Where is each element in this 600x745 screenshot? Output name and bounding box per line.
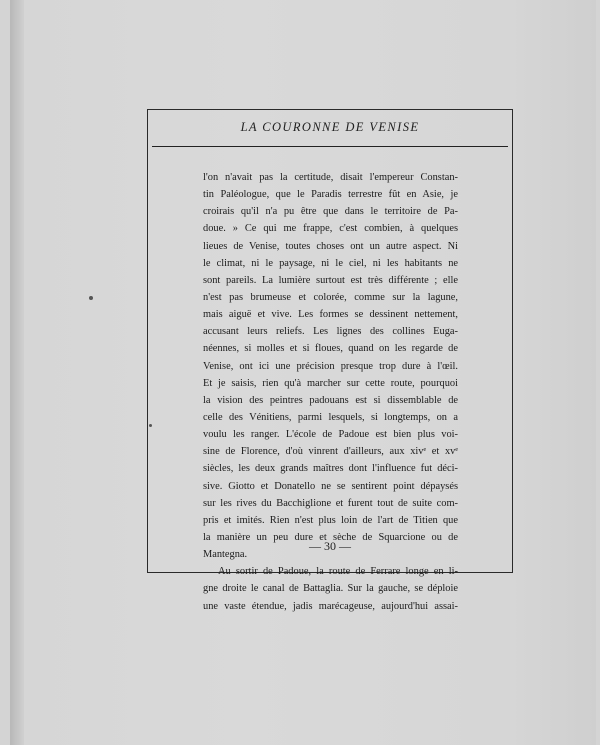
text-line: croirais qu'il n'a pu être que dans le territoire de Pa- (203, 206, 458, 218)
text-line: la vision des peintres padouans est si dissemblable de (203, 394, 458, 406)
text-line: mais aiguë et vive. Les formes se dessinent nettement, (203, 309, 458, 321)
page-number: — 30 — (309, 539, 351, 553)
text-line: tin Paléologue, que le Paradis terrestre fût en Asie, je (203, 189, 458, 201)
text-line: la manière un peu dure et sèche de Squarcione ou de (203, 531, 458, 543)
text-line: sine de Florence, d'où vinrent d'ailleurs, aux xivᵉ et xvᵉ (203, 446, 458, 458)
text-line: une vaste étendue, jadis marécageuse, aujourd'hui assai- (203, 600, 458, 612)
text-line: gne droite le canal de Battaglia. Sur la gauche, se déploie (203, 583, 458, 595)
text-line: sont pareils. La lumière surtout est très différente ; elle (203, 274, 458, 286)
header-rule (152, 146, 508, 147)
text-line: sive. Giotto et Donatello ne se sentirent point dépaysés (203, 480, 458, 492)
text-line: Et je saisis, rien qu'à marcher sur cette route, pourquoi (203, 377, 458, 389)
running-title: LA COURONNE DE VENISE (240, 120, 420, 134)
text-line: sur les rives du Bacchiglione et furent tout de suite com- (203, 497, 458, 509)
text-line: Au sortir de Padoue, la route de Ferrare longe en li- (218, 566, 458, 578)
text-line: Mantegna. (203, 549, 248, 561)
text-line: lieues de Venise, toutes choses ont un autre aspect. Ni (203, 240, 458, 252)
text-line: voulu les ranger. L'école de Padoue est bien plus voi- (203, 429, 458, 441)
text-frame (147, 109, 513, 612)
text-line: doue. » Ce qui me frappe, c'est combien, à quelques (203, 223, 458, 235)
ink-speck (89, 296, 93, 300)
text-line: siècles, les deux grands maîtres dont l'influence fut déci- (203, 463, 458, 475)
text-line: n'est pas brumeuse et colorée, comme sur la lagune, (203, 291, 458, 303)
spine-shadow (10, 0, 24, 745)
text-line: néennes, si molles et si floues, quand on les regarde de (203, 343, 458, 355)
text-line: celle des Vénitiens, parmi lesquels, si longtemps, on a (203, 411, 458, 423)
text-line: le climat, ni le paysage, ni le ciel, ni les habitants ne (203, 257, 458, 269)
text-line: accusant leurs reliefs. Les lignes des collines Euga- (203, 326, 458, 338)
text-line: pris et imités. Rien n'est plus loin de l'art de Titien que (203, 514, 458, 526)
text-line: l'on n'avait pas la certitude, disait l'empereur Constan- (203, 172, 458, 183)
text-line: Venise, ont ici une précision presque trop dure à l'œil. (203, 360, 458, 372)
